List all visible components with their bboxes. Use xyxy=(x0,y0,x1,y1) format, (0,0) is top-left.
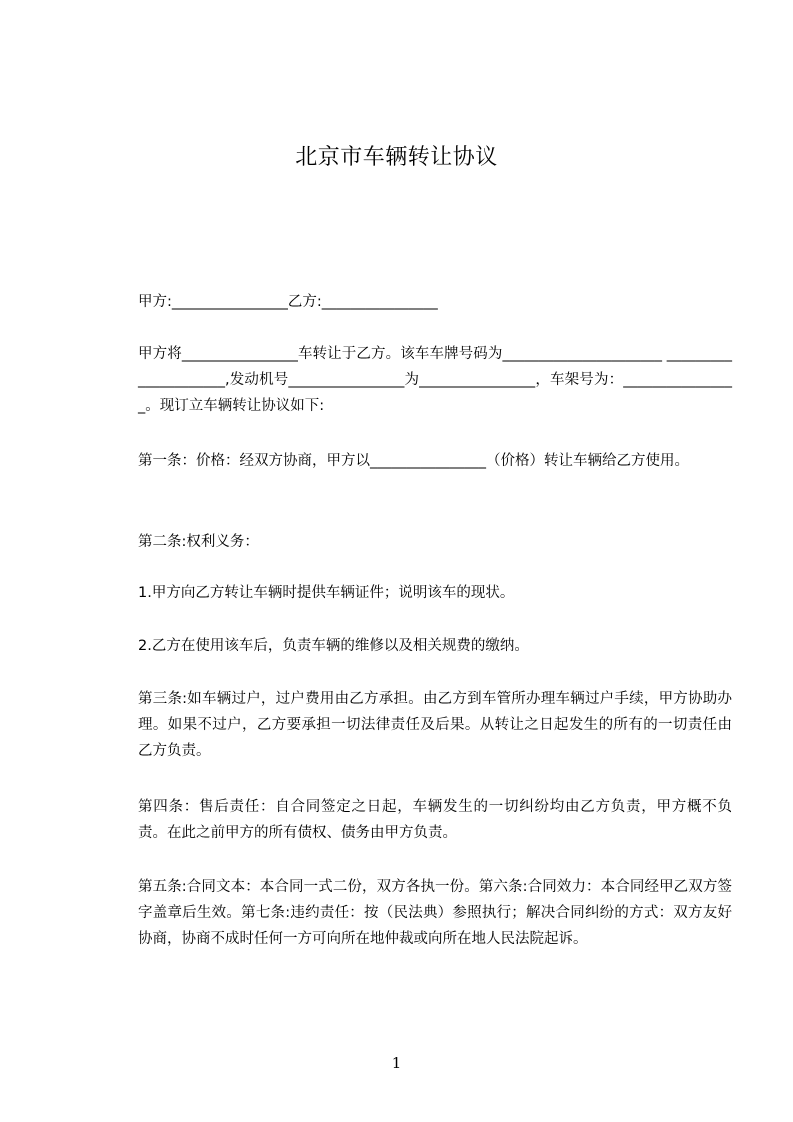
article-5: 第五条:合同文本：本合同一式二份，双方各执一份。第六条:合同效力：本合同经甲乙双方签字盖章后生效。第七条:违约责任：按（民法典）参照执行；解决合同纠纷的方式：双方友好协商，协商不成时任何一方可向所在地仲裁或向所在地人民法院起诉。 xyxy=(138,879,732,947)
intro-paragraph: 甲方将________________车转让于乙方。该车车牌号码为______________________ _____________________,发动机号________________为________________，车架号为：________________。现订立车辆转让协议如下: xyxy=(138,346,732,414)
article-1: 第一条：价格：经双方协商，甲方以________________（价格）转让车辆给乙方使用。 xyxy=(138,453,689,469)
article-2-item-2: 2.乙方在使用该车后，负责车辆的维修以及相关规费的缴纳。 xyxy=(138,638,529,654)
article-4: 第四条：售后责任：自合同签定之日起，车辆发生的一切纠纷均由乙方负责，甲方概不负责。在此之前甲方的所有债权、债务由甲方负责。 xyxy=(138,799,732,841)
document-title: 北京市车辆转让协议 xyxy=(295,145,498,170)
page-number: 1 xyxy=(391,1054,402,1072)
parties-line: 甲方:________________乙方:________________ xyxy=(138,294,438,310)
article-3: 第三条:如车辆过户，过户费用由乙方承担。由乙方到车管所办理车辆过户手续，甲方协助办理。如果不过户，乙方要承担一切法律责任及后果。从转让之日起发生的所有的一切责任由乙方负责。 xyxy=(138,691,732,759)
article-2-heading: 第二条:权利义务： xyxy=(138,534,259,550)
article-2-item-1: 1.甲方向乙方转让车辆时提供车辆证件；说明该车的现状。 xyxy=(138,585,515,601)
